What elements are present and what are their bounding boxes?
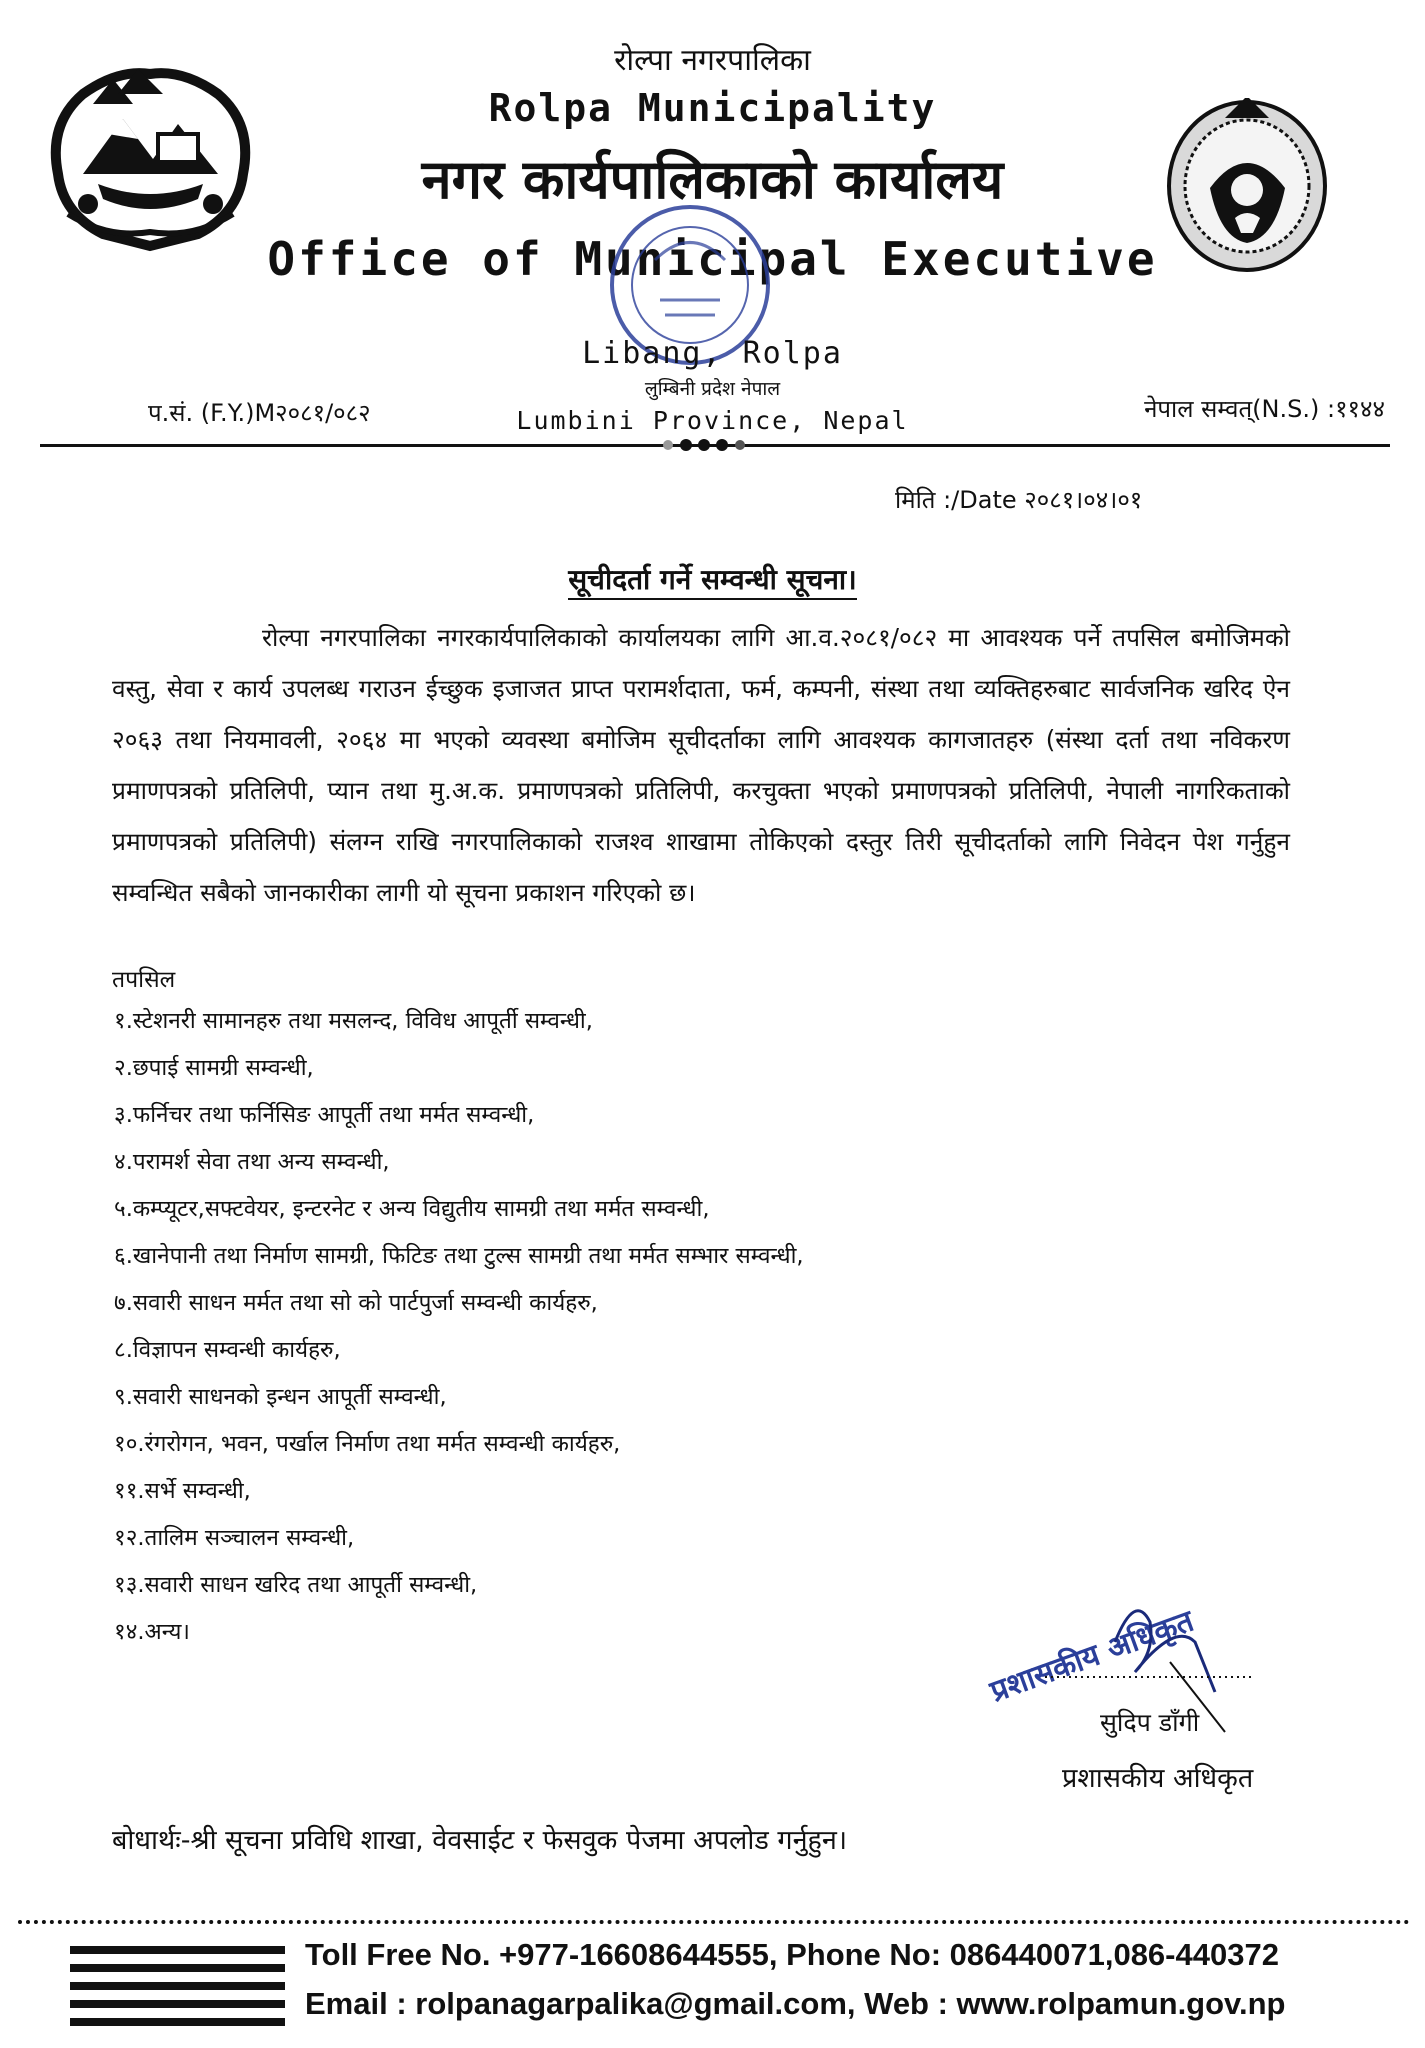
- header-municipality-np: रोल्पा नगरपालिका: [614, 43, 811, 78]
- signatory-title: प्रशासकीय अधिकृत: [1062, 1763, 1254, 1794]
- notice-subject: [0, 560, 1425, 598]
- signatory-name: सुदिप डाँगी: [1100, 1708, 1200, 1737]
- list-item: ३.फर्निचर तथा फर्निसिङ आपूर्ती तथा मर्मत सम्वन्धी,: [114, 1102, 535, 1128]
- header-divider-dots: [660, 438, 760, 452]
- list-item: ५.कम्प्यूटर,सफ्टवेयर, इन्टरनेट र अन्य विद्युतीय सामग्री तथा मर्मत सम्वन्धी,: [114, 1196, 710, 1222]
- nepal-sambat-year: नेपाल सम्वत्(N.S.) :११४४: [1144, 395, 1385, 423]
- list-item: ११.सर्भे सम्वन्धी,: [114, 1478, 251, 1504]
- list-item: १०.रंगरोगन, भवन, पर्खाल निर्माण तथा मर्मत सम्वन्धी कार्यहरु,: [114, 1431, 621, 1457]
- header-municipality-en: Rolpa Municipality: [488, 86, 937, 130]
- list-item: ७.सवारी साधन मर्मत तथा सो को पार्टपुर्जा सम्वन्धी कार्यहरु,: [114, 1290, 598, 1316]
- cc-note: बोधार्थः-श्री सूचना प्रविधि शाखा, वेवसाईट र फेसवुक पेजमा अपलोड गर्नुहुन।: [112, 1825, 848, 1856]
- notice-body: रोल्पा नगरपालिका नगरकार्यपालिकाको कार्यालयका लागि आ.व.२०८१/०८२ मा आवश्यक पर्ने तपसिल बमोजिमको वस्तु, सेवा र कार्य उपलब्ध गराउन ईच्छुक इजाजत प्राप्त परामर्शदाता, फर्म, कम्पनी, संस्था तथा व्यक्तिहरुबाट सार्वजनिक खरिद ऐन २०६३ तथा नियमावली, २०६४ मा भएको व्यवस्था बमोजिम सूचीदर्ताका लागि आवश्यक कागजातहरु (संस्था दर्ता तथा नविकरण प्रमाणपत्रको प्रतिलिपी, प्यान तथा मु.अ.क. प्रमाणपत्रको प्रतिलिपी, करचुक्ता भएको प्रमाणपत्रको प्रतिलिपी, नेपाली नागरिकताको प्रमाणपत्रको प्रतिलिपी) संलग्न राखि नगरपालिकाको राजश्व शाखामा तोकिएको दस्तुर तिरी सूचीदर्ताको लागि निवेदन पेश गर्नुहुन सम्वन्धित सबैको जानकारीका लागी यो सूचना प्रकाशन गरिएको छ।: [112, 623, 1290, 907]
- reference-number: प.सं. (F.Y.)M२०८१/०८२: [148, 399, 371, 427]
- list-item: ८.विज्ञापन सम्वन्धी कार्यहरु,: [114, 1337, 341, 1363]
- list-item: १३.सवारी साधन खरिद तथा आपूर्ती सम्वन्धी,: [114, 1572, 478, 1598]
- footer-bars: [70, 1946, 285, 2038]
- notice-subject-text: सूचीदर्ता गर्ने सम्वन्धी सूचना।: [568, 563, 857, 600]
- header-place: Libang, Rolpa: [582, 336, 843, 371]
- stamp-text: प्रशासकीय अधिकृत: [985, 1603, 1199, 1710]
- header-province-en: Lumbini Province, Nepal: [516, 406, 909, 435]
- footer-contact-phone: Toll Free No. +977-16608644555, Phone No: 086440071,086-440372: [305, 1937, 1279, 1972]
- footer-contact-web: Email : rolpanagarpalika@gmail.com, Web : www.rolpamun.gov.np: [305, 1986, 1286, 2021]
- annex-title: तपसिल: [112, 967, 176, 993]
- footer-divider: [18, 1920, 1410, 1924]
- date-line: मिति :/Date २०८१।०४।०१: [895, 486, 1143, 514]
- list-item: २.छपाई सामग्री सम्वन्धी,: [114, 1055, 314, 1081]
- list-item: १४.अन्य।: [114, 1619, 190, 1645]
- header-office-en: Office of Municipal Executive: [267, 232, 1158, 286]
- list-item: १२.तालिम सञ्चालन सम्वन्धी,: [114, 1525, 355, 1551]
- list-item: १.स्टेशनरी सामानहरु तथा मसलन्द, विविध आपूर्ती सम्वन्धी,: [114, 1008, 593, 1034]
- list-item: ६.खानेपानी तथा निर्माण सामग्री, फिटिङ तथा टुल्स सामग्री तथा मर्मत सम्भार सम्वन्धी,: [114, 1243, 804, 1269]
- list-item: ९.सवारी साधनको इन्धन आपूर्ती सम्वन्धी,: [114, 1384, 447, 1410]
- header-province-np: लुम्बिनी प्रदेश नेपाल: [644, 378, 781, 400]
- list-item: ४.परामर्श सेवा तथा अन्य सम्वन्धी,: [114, 1149, 390, 1175]
- header-office-np: नगर कार्यपालिकाको कार्यालय: [421, 148, 1004, 211]
- annex-list: [114, 998, 804, 1656]
